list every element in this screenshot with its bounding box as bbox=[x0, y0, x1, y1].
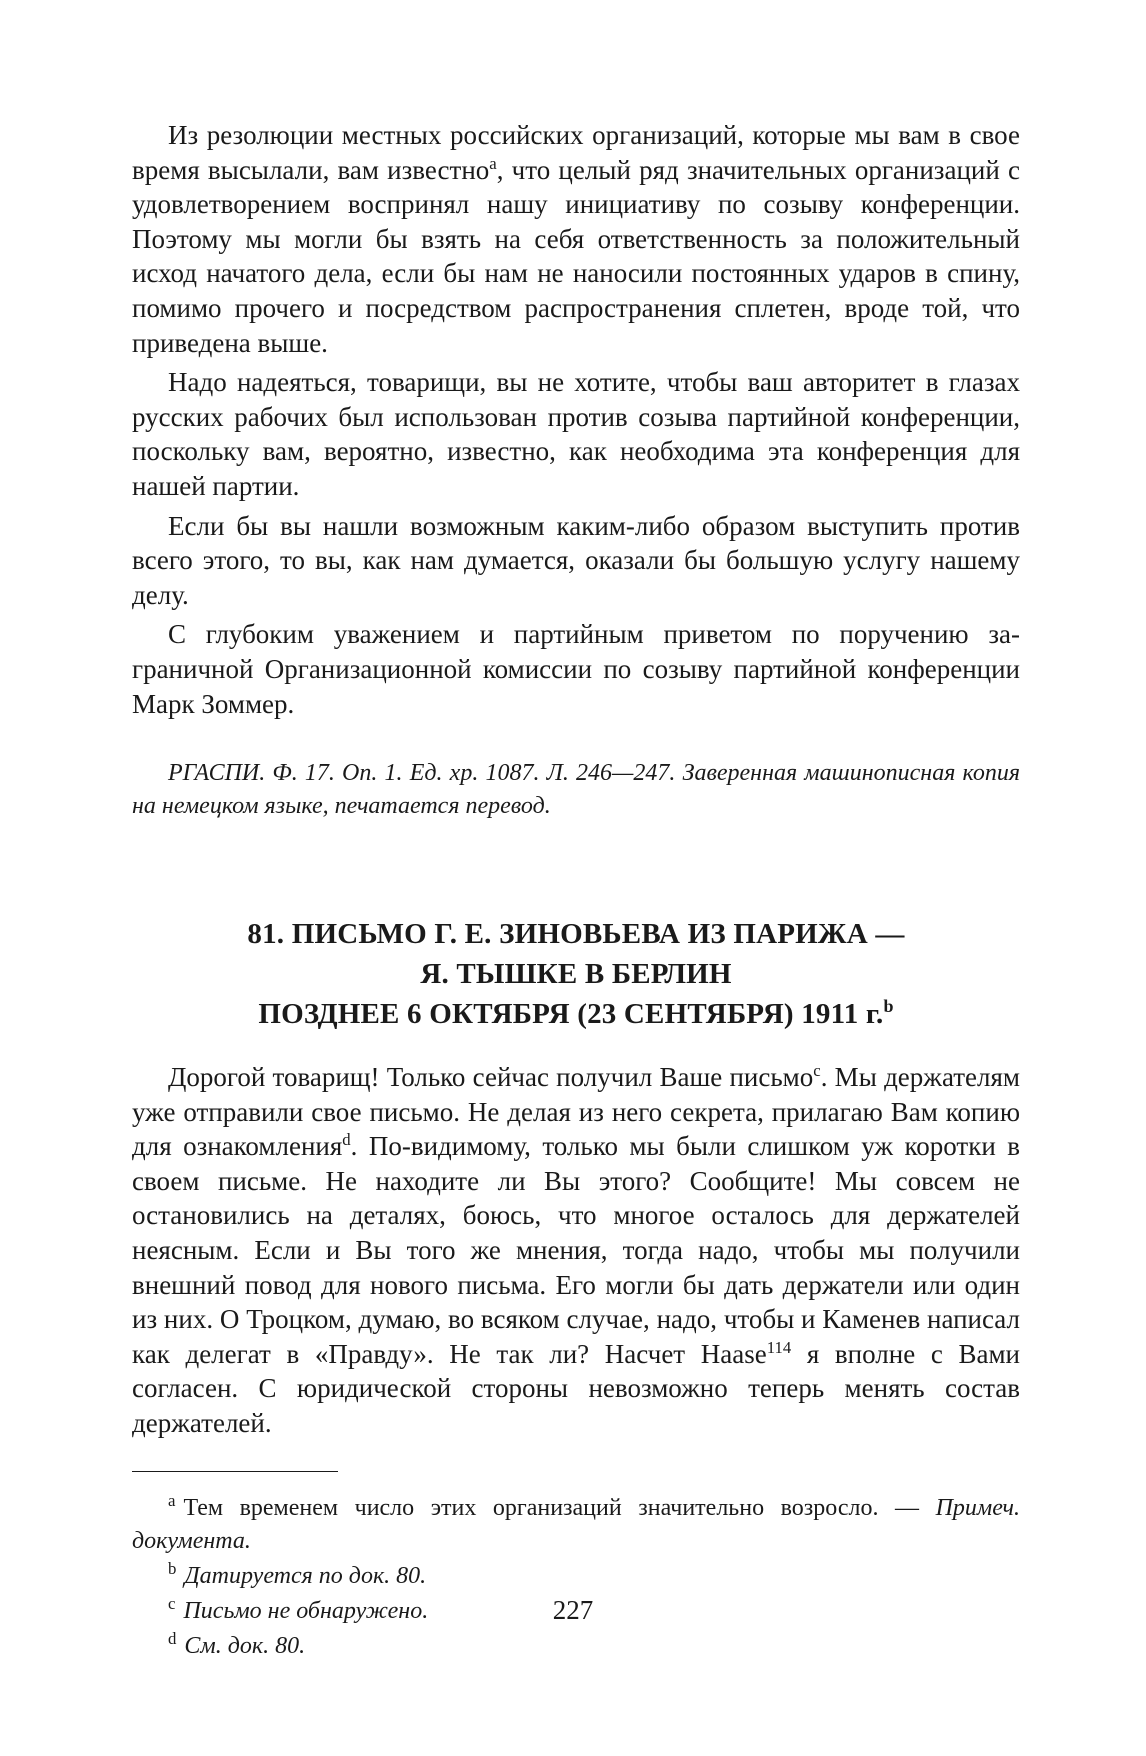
footnote-b-mark: b bbox=[168, 1559, 177, 1579]
paragraph-1-text: Из резолюции местных российских организаций, которые мы вам в свое время высылали, вам известно bbox=[132, 120, 1020, 185]
footnote-a-text: Тем временем число этих организаций значительно возросло. — bbox=[183, 1494, 936, 1521]
paragraph-1-continuation: , что целый ряд значительных организаций с удовлетворением воспринял нашу инициативу по созыву конференции. Поэтому мы могли бы взять на себя ответственность за положительный исход начатого дела, если бы нам не наносили постоянных ударов в спину, помимо прочего и посредством распространения сплетен, вроде той, что приведена выше. bbox=[132, 154, 1020, 358]
letter-paragraph bbox=[132, 1060, 1020, 1441]
paragraph-1 bbox=[132, 118, 1020, 360]
footnote-d-italic: См. док. 80. bbox=[184, 1632, 306, 1659]
footnote-d bbox=[132, 1630, 1020, 1663]
footnote-ref-d: d bbox=[342, 1130, 351, 1150]
heading-line-3 bbox=[132, 994, 1020, 1034]
footnote-d-mark: d bbox=[168, 1629, 177, 1649]
endnote-ref-114: 114 bbox=[766, 1337, 792, 1357]
letter-body bbox=[132, 1060, 1020, 1441]
archival-source-note: РГАСПИ. Ф. 17. Оп. 1. Ед. хр. 1087. Л. 246—247. Заверенная машинописная копия на немецком языке, печатается перевод. bbox=[132, 760, 1020, 820]
book-page bbox=[132, 118, 1020, 1665]
letter-segment-2: . Мы держателям уже отправили свое письмо. Не делая из него секрета, прилагаю Вам копию для ознакомления bbox=[132, 1062, 1020, 1162]
heading-date: ПОЗДНЕЕ 6 ОКТЯБРЯ (23 СЕНТЯБРЯ) 1911 г. bbox=[258, 998, 884, 1031]
footnote-separator bbox=[132, 1471, 338, 1472]
footnotes bbox=[132, 1492, 1020, 1663]
document-heading bbox=[132, 914, 1020, 1034]
paragraph-2: Надо надеяться, товарищи, вы не хотите, чтобы ваш авторитет в глазах русских рабочих был использован против созыва партийной конференции, поскольку вам, вероятно, известно, как необходима эта конференция для нашей партии. bbox=[132, 367, 1020, 501]
footnote-ref-a: a bbox=[489, 153, 497, 173]
letter-segment-1: Дорогой товарищ! Только сейчас получил Ваше письмо bbox=[168, 1062, 814, 1093]
letter-segment-3: . По-видимому, только мы были слишком уж коротки в своем письме. Не находите ли Вы этого? Сообщите! Мы совсем не остановились на деталях, боюсь, что многое осталось для держателей неясным. Если и Вы того же мнения, тогда надо, чтобы мы получили внешний повод для нового письма. Его могли бы дать держатели или один из них. О Троцком, думаю, во всяком случае, надо, чтобы и Каменев написал как делегат в «Правду». Не так ли? Насчет Haase bbox=[132, 1131, 1020, 1369]
footnote-a-mark: a bbox=[168, 1491, 176, 1511]
footnote-c-italic: Письмо не обнаружено. bbox=[183, 1597, 429, 1624]
footnote-ref-b: b bbox=[883, 996, 894, 1017]
footnote-b-italic: Датируется по док. 80. bbox=[184, 1562, 427, 1589]
footnote-b bbox=[132, 1560, 1020, 1593]
heading-line-1: 81. ПИСЬМО Г. Е. ЗИНОВЬЕВА ИЗ ПАРИЖА — bbox=[247, 918, 905, 951]
paragraph-3: Если бы вы нашли возможным каким-либо образом выступить против всего этого, то вы, как нам думается, оказали бы большую услугу нашему делу. bbox=[132, 510, 1020, 610]
footnote-c-mark: c bbox=[168, 1594, 176, 1614]
footnote-a bbox=[132, 1492, 1020, 1558]
footnote-a-italic: Примеч. документа. bbox=[132, 1494, 1020, 1554]
paragraph-4-signature: С глубоким уважением и партийным приветом по поручению заграничной Организационной комиссии по созыву партийной конференции Марк Зоммер. bbox=[132, 619, 1020, 719]
letter-segment-4: я вполне с Вами согласен. С юридической стороны невозможно теперь менять состав держателей. bbox=[132, 1338, 1020, 1439]
preceding-letter-ending bbox=[132, 118, 1020, 823]
page-number: 227 bbox=[552, 1595, 594, 1625]
footnote-ref-c: c bbox=[813, 1061, 821, 1081]
heading-line-2: Я. ТЫШКЕ В БЕРЛИН bbox=[420, 958, 732, 991]
